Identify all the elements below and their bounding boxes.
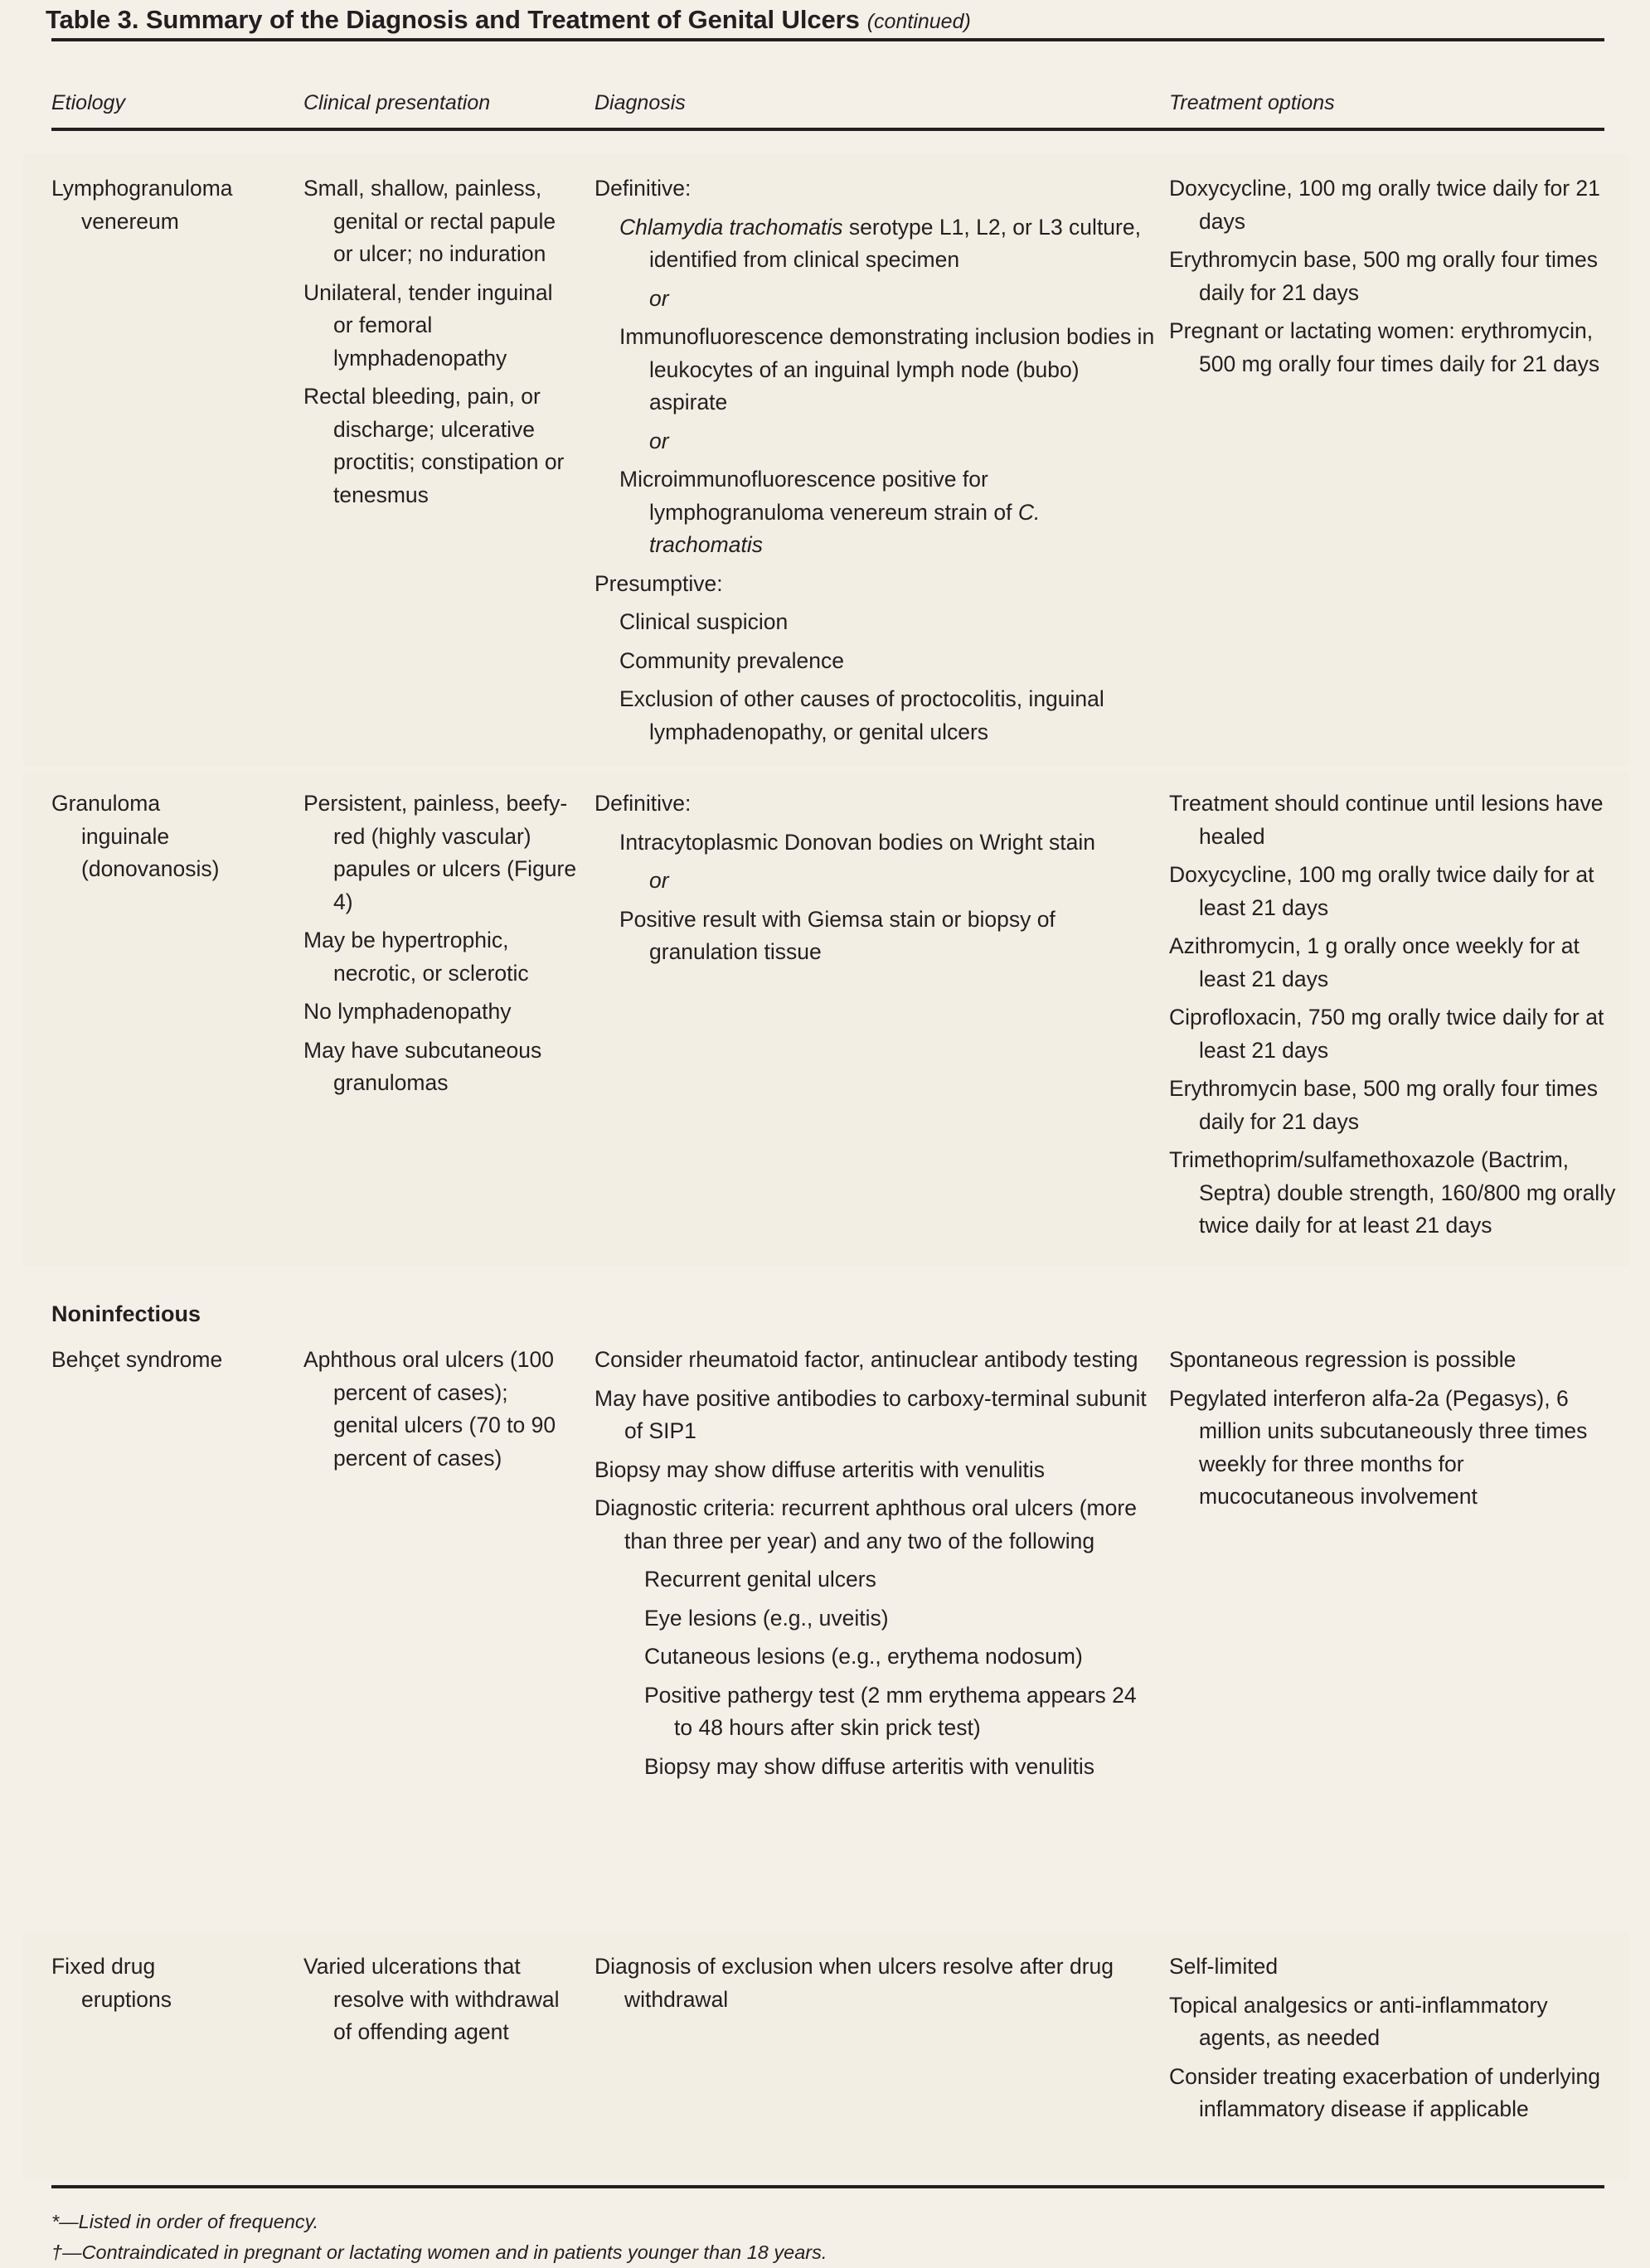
list-item: No lymphadenopathy — [303, 999, 512, 1024]
list-item: Spontaneous regression is possible — [1169, 1347, 1517, 1372]
clinical-presentation-cell — [303, 1344, 577, 1475]
list-item: Eye lesions (e.g., uveitis) — [644, 1605, 889, 1631]
treatment-options-cell — [1169, 788, 1617, 1243]
list-item: Small, shallow, painless, genital or rectal papule or ulcer; no induration — [303, 176, 556, 266]
etiology-label-line2: eruptions — [81, 1986, 172, 2012]
section-header-noninfectious: Noninfectious — [51, 1301, 201, 1326]
clinical-presentation-cell — [303, 1951, 577, 2049]
etiology-label-line3: (donovanosis) — [81, 856, 220, 881]
footnote-dagger: †—Contraindicated in pregnant or lactating women and in patients younger than 18 years. — [51, 2241, 827, 2263]
list-item: Consider treating exacerbation of underlying inflammatory disease if applicable — [1169, 2063, 1601, 2121]
rule-above-footnotes — [51, 2185, 1604, 2188]
list-item: May be hypertrophic, necrotic, or sclerotic — [303, 928, 529, 986]
list-item-text: serotype L1, L2, or L3 culture, identified from clinical specimen — [649, 214, 1141, 272]
list-item: Cutaneous lesions (e.g., erythema nodosum) — [644, 1644, 1083, 1669]
treatment-options-cell — [1169, 172, 1617, 380]
list-item: Aphthous oral ulcers (100 percent of cases); genital ulcers (70 to 90 percent of cases) — [303, 1347, 556, 1471]
column-header-treatment-options: Treatment options — [1169, 91, 1335, 114]
list-item: May have positive antibodies to carboxy-terminal subunit of SIP1 — [594, 1385, 1147, 1443]
treatment-options-cell — [1169, 1344, 1617, 1514]
list-item: Diagnosis of exclusion when ulcers resolve after drug withdrawal — [594, 1954, 1114, 2012]
table-row — [51, 172, 292, 238]
list-item — [594, 463, 1158, 562]
list-item: Erythromycin base, 500 mg orally four times daily for 21 days — [1169, 247, 1598, 305]
list-item: Azithromycin, 1 g orally once weekly for at least 21 days — [1169, 933, 1580, 991]
or-separator: or — [649, 428, 669, 453]
list-item: Consider rheumatoid factor, antinuclear antibody testing — [594, 1347, 1138, 1372]
list-item: Treatment should continue until lesions have healed — [1169, 791, 1604, 849]
list-item: Clinical suspicion — [619, 609, 789, 634]
list-item: Self-limited — [1169, 1954, 1279, 1979]
list-item — [594, 211, 1158, 277]
list-item: Intracytoplasmic Donovan bodies on Wright stain — [619, 829, 1095, 855]
list-item: Recurrent genital ulcers — [644, 1567, 876, 1592]
list-item: Persistent, painless, beefy-red (highly vascular) papules or ulcers (Figure 4) — [303, 791, 577, 914]
table-row — [51, 1951, 292, 2016]
or-separator: or — [649, 868, 669, 893]
clinical-presentation-cell — [303, 788, 577, 1100]
etiology-label-line1: Fixed drug — [51, 1954, 156, 1979]
diagnosis-presumptive-label: Presumptive: — [594, 570, 723, 596]
list-item: Unilateral, tender inguinal or femoral lymphadenopathy — [303, 279, 553, 371]
list-item: Pregnant or lactating women: erythromycin, 500 mg orally four times daily for 21 days — [1169, 318, 1600, 376]
list-item: Community prevalence — [619, 647, 845, 673]
treatment-options-cell — [1169, 1951, 1617, 2126]
etiology-label-line1: Lymphogranuloma — [51, 176, 233, 201]
etiology-label-line2: venereum — [81, 208, 179, 234]
list-item: Erythromycin base, 500 mg orally four times daily for 21 days — [1169, 1076, 1598, 1134]
list-item: Ciprofloxacin, 750 mg orally twice daily for at least 21 days — [1169, 1005, 1604, 1063]
clinical-presentation-cell — [303, 172, 577, 511]
etiology-label-line1: Granuloma — [51, 791, 161, 816]
list-item: Immunofluorescence demonstrating inclusion bodies in leukocytes of an inguinal lymph node (bubo) aspirate — [619, 324, 1155, 414]
table-title-continued: (continued) — [866, 10, 971, 33]
diagnosis-cell — [594, 1951, 1158, 2016]
list-item: Doxycycline, 100 mg orally twice daily for at least 21 days — [1169, 862, 1594, 920]
diagnosis-cell — [594, 1344, 1158, 1783]
list-item: Topical analgesics or anti-inflammatory agents, as needed — [1169, 1992, 1548, 2050]
list-item: Positive result with Giemsa stain or biopsy of granulation tissue — [619, 906, 1056, 964]
etiology-label-line2: inguinale — [81, 823, 170, 849]
list-item: Biopsy may show diffuse arteritis with venulitis — [594, 1456, 1045, 1482]
table-title: Table 3. Summary of the Diagnosis and Treatment of Genital Ulcers — [46, 5, 860, 34]
table-row — [51, 1344, 292, 1377]
list-item: Doxycycline, 100 mg orally twice daily for 21 days — [1169, 176, 1600, 234]
list-item: Diagnostic criteria: recurrent aphthous oral ulcers (more than three per year) and any two of the following — [594, 1495, 1137, 1553]
scientific-name-abbrev: C. trachomatis — [649, 499, 1041, 557]
rule-below-column-headers — [51, 128, 1604, 131]
table-title-block — [46, 5, 1621, 35]
list-item: Varied ulcerations that resolve with withdrawal of offending agent — [303, 1954, 560, 2044]
table-row — [51, 788, 292, 886]
list-item: May have subcutaneous granulomas — [303, 1037, 542, 1095]
footnotes — [51, 2207, 1544, 2268]
column-header-etiology: Etiology — [51, 91, 125, 114]
diagnosis-cell — [594, 788, 1158, 969]
list-item: Trimethoprim/sulfamethoxazole (Bactrim, Septra) double strength, 160/800 mg orally twice daily for at least 21 days — [1169, 1147, 1616, 1238]
list-item: Positive pathergy test (2 mm erythema appears 24 to 48 hours after skin prick test) — [644, 1682, 1137, 1740]
footnote-asterisk: *—Listed in order of frequency. — [51, 2211, 319, 2232]
list-item: Rectal bleeding, pain, or discharge; ulcerative proctitis; constipation or tenesmus — [303, 384, 565, 507]
list-item-text: Microimmunofluorescence positive for lymphogranuloma venereum strain of — [619, 467, 1018, 525]
diagnosis-definitive-label: Definitive: — [594, 791, 692, 816]
diagnosis-cell — [594, 172, 1158, 749]
diagnosis-definitive-label: Definitive: — [594, 176, 692, 201]
etiology-label-line1: Behçet syndrome — [51, 1347, 223, 1372]
column-header-diagnosis: Diagnosis — [594, 91, 686, 114]
scientific-name: Chlamydia trachomatis — [619, 214, 843, 240]
or-separator: or — [649, 285, 669, 311]
list-item: Exclusion of other causes of proctocolitis, inguinal lymphadenopathy, or genital ulcers — [619, 686, 1104, 744]
list-item: Biopsy may show diffuse arteritis with venulitis — [644, 1753, 1094, 1779]
rule-top — [51, 38, 1604, 41]
list-item: Pegylated interferon alfa-2a (Pegasys), 6 million units subcutaneously three times weekly for three months for mucocutaneous involvement — [1169, 1385, 1588, 1509]
column-header-clinical-presentation: Clinical presentation — [303, 91, 491, 114]
